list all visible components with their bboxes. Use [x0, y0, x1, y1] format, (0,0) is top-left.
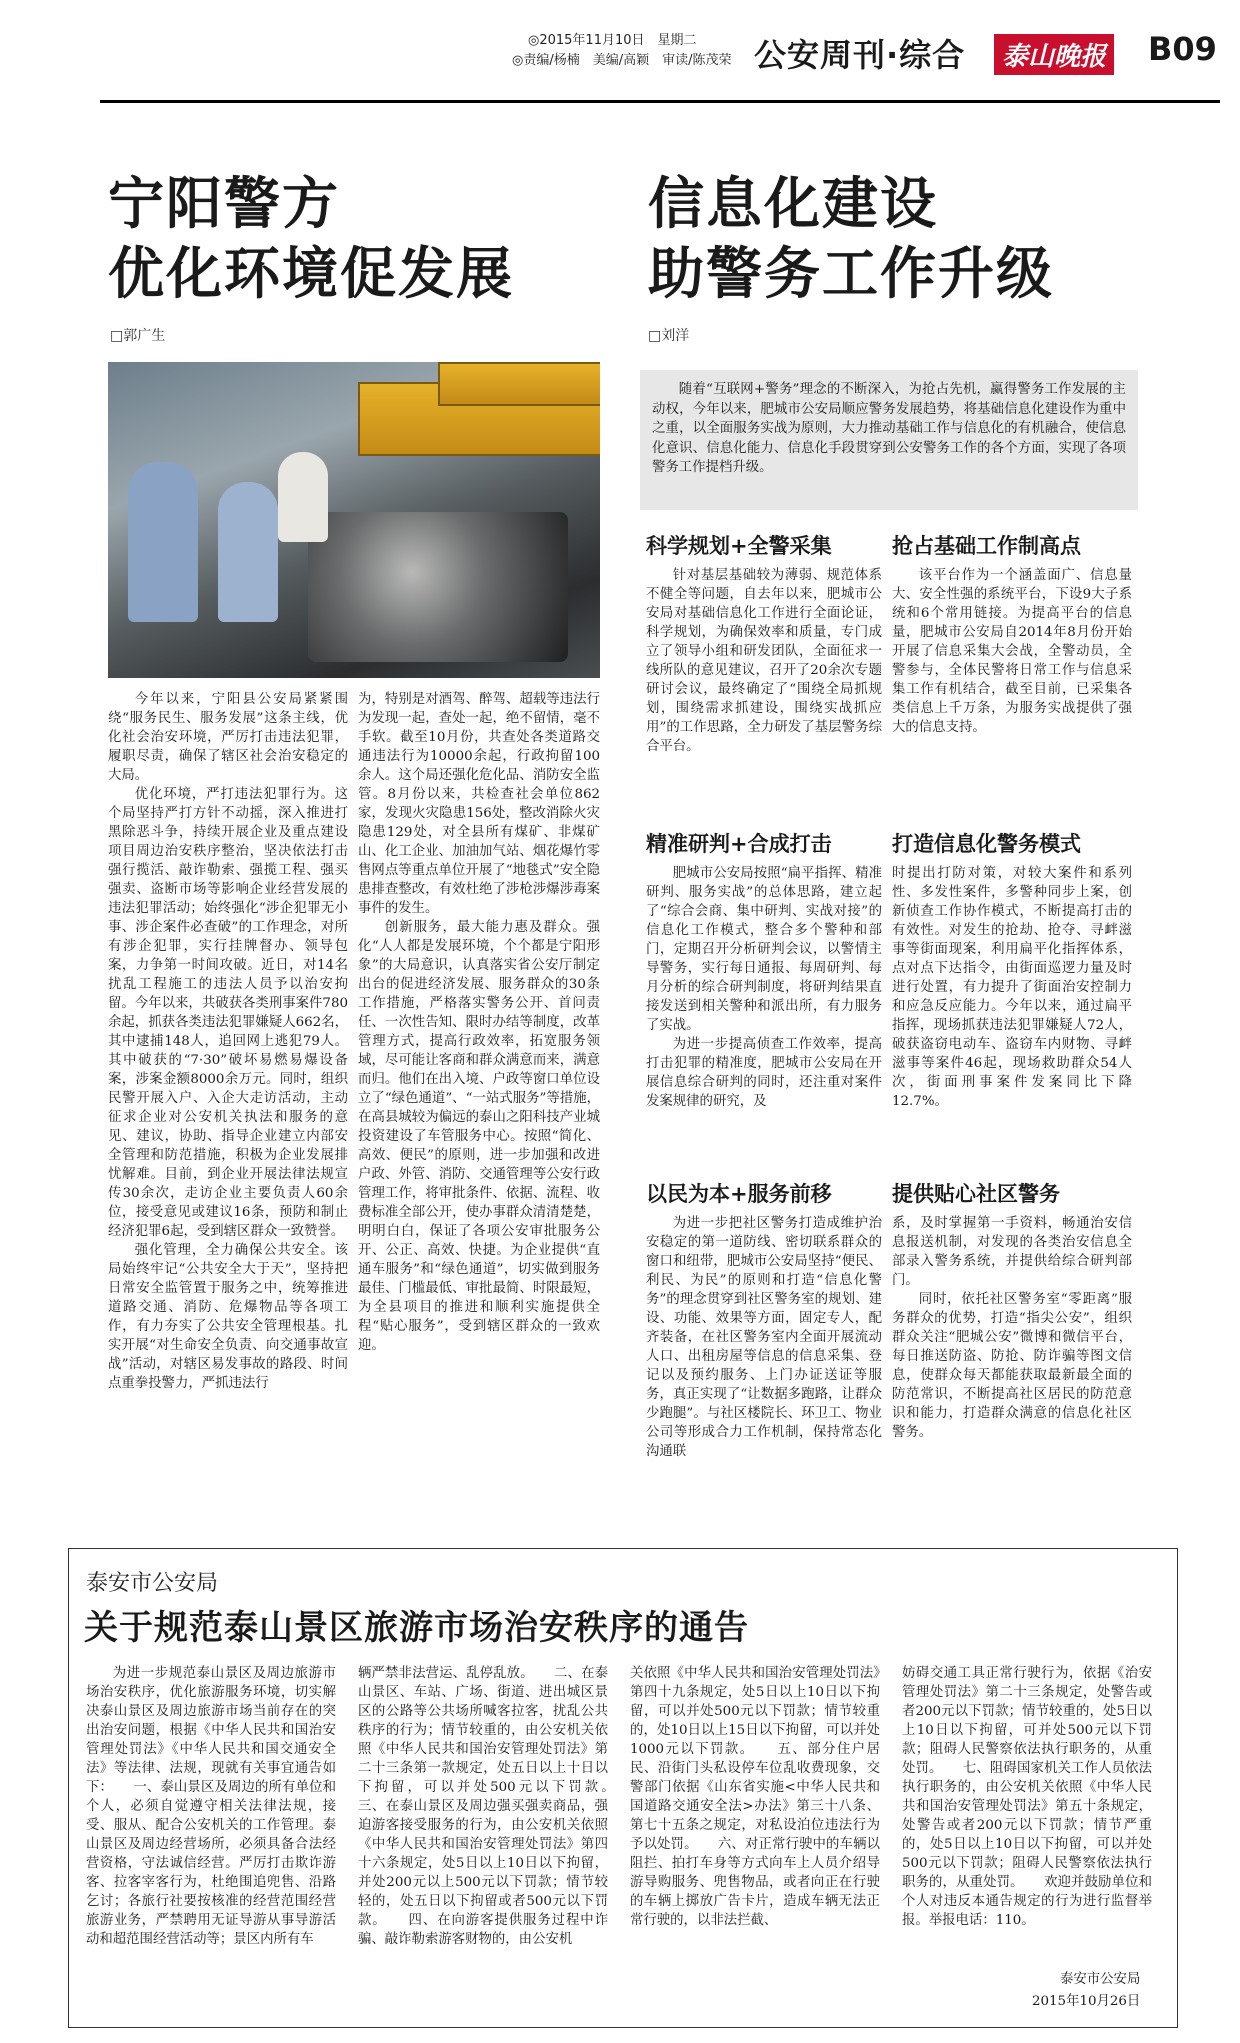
paragraph: 为，特别是对酒驾、醉驾、超载等违法行为发现一起，查处一起，绝不留情，毫不手软。截至10月份，共查处各类道路交通违法行为10000余起，行政拘留100余人。这个局还强化危化品、消防安全监管。8月份以来，共检查社会单位862家，发现火灾隐患156处，整改消除火灾隐患129处，对全县所有煤矿、非煤矿山、化工企业、加油加气站、烟花爆竹零售网点等重点单位开展了“地毯式”安全隐患排查整改，有效杜绝了涉枪涉爆涉毒案事件的发生。 [358, 692, 600, 916]
notice-org: 泰安市公安局 [86, 1571, 219, 1596]
subhead-6: 提供贴心社区警务 [892, 1182, 1060, 1206]
subhead-2: 抢占基础工作制高点 [892, 534, 1081, 558]
paragraph: 为进一步提高侦查工作效率，提高打击犯罪的精准度，肥城市公安局在开展信息综合研判的同时，还注重对案件发案规律的研究，及 [646, 1037, 882, 1109]
article1-headline-line1: 宁阳警方 [108, 172, 340, 237]
section-title: 公安周刊·综合 [754, 36, 966, 74]
notice-signature-date: 2015年10月26日 [1032, 1994, 1141, 2009]
section-1-text [646, 566, 882, 756]
editor-credits: ◎责编/杨楠 美编/高颖 审读/陈茂荣 [512, 53, 732, 68]
notice-signature-org: 泰安市公安局 [1060, 1972, 1141, 1987]
paragraph: 辆严禁非法营运、乱停乱放。 二、在泰山景区、车站、广场、街道、进出城区景区的公路等公共场所喊客拉客，扰乱公共秩序的行为；情节较重的，由公安机关依照《中华人民共和国治安管理处罚法》第二十三条第一款规定，处五日以上十日以下拘留，可以并处500元以下罚款。 三、在泰山景区及周边强买强卖商品，强迫游客接受服务的行为，由公安机关依照《中华人民共和国治安管理处罚法》第四十六条规定，处5日以上10日以下拘留，并处200元以上500元以下罚款；情节较轻的，处五日以下拘留或者500元以下罚款。 四、在向游客提供服务过程中诈骗、敲诈勒索游客财物的，由公安机 [358, 1666, 635, 1947]
article2-lead: 随着“互联网+警务”理念的不断深入，为抢占先机，赢得警务工作发展的主动权，今年以来，肥城市公安局顺应警务发展趋势，将基础信息化建设作为重中之重，以全面服务实战为原则，大力推动基础工作与信息化的有机融合，使信息化意识、信息化能力、信息化手段贯穿到公安警务工作的各个方面，实现了各项警务工作提档升级。 [652, 382, 1126, 475]
section-5-text [646, 1214, 882, 1461]
paragraph: 妨碍交通工具正常行驶行为，依据《治安管理处罚法》第二十三条规定，处警告或者200元以下罚款；情节较重的，处5日以上10日以下拘留，可并处500元以下罚款；阻碍人民警察依法执行职务的，从重处罚。 七、阻碍国家机关工作人员依法执行职务的，由公安机关依照《中华人民共和国治安管理处罚法》第五十条规定，处警告或者200元以下罚款；情节严重的，处5日以上10日以下拘留，可以并处500元以下罚款；阻碍人民警察依法执行职务的，从重处罚。 欢迎并鼓励单位和个人对违反本通告规定的行为进行监督举报。举报电话：110。 [902, 1666, 1152, 1928]
subhead-3: 精准研判+合成打击 [646, 832, 832, 856]
paragraph: 针对基层基础较为薄弱、规范体系不健全等问题，自去年以来，肥城市公安局对基础信息化工作进行全面论证，科学规划，为确保效率和质量，专门成立了领导小组和研发团队，全面征求一线所队的意见建议，召开了20余次专题研讨会议，最终确定了“围绕全局抓规划，围绕需求抓建设，围绕实战抓应用”的工作思路，全力研发了基层警务综合平台。 [646, 568, 882, 754]
paragraph: 时提出打防对策，对较大案件和系列性、多发性案件，多警种同步上案，创新侦查工作协作模式，不断提高打击的有效性。对发生的抢劫、抢夺、寻衅滋事等街面现案，利用扁平化指挥体系，点对点下达指令，由街面巡逻力量及时进行处置，有力提升了街面治安控制力和应急反应能力。今年以来，通过扁平指挥，现场抓获违法犯罪嫌疑人72人，破获盗窃电动车、盗窃车内财物、寻衅滋事等案件46起，现场救助群众54人次，街面刑事案件发案同比下降12.7%。 [892, 866, 1132, 1109]
paragraph: 优化环境，严打违法犯罪行为。这个局坚持严打方针不动摇，深入推进打黑除恶斗争，持续开展企业及重点建设项目周边治安秩序整治，坚决依法打击强行揽活、敲诈勒索、强揽工程、强买强卖、盗断市场等影响企业经营发展的违法犯罪活动；始终强化“涉企犯罪无小事、涉企案件必查破”的工作理念，对所有涉企犯罪，实行挂牌督办、领导包案，力争第一时间攻破。近日，对14名扰乱工程施工的违法人员予以治安拘留。今年以来，共破获各类刑事案件780余起，抓获各类违法犯罪嫌疑人662名，其中逮捕148人，追回网上逃犯79人。其中破获的“7·30”破坏易燃易爆设备案，涉案金额8000余万元。同时，组织民警开展入户、入企大走访活动，主动征求企业对公安机关执法和服务的意见、建议，协助、指导企业建立内部安全管理和防范措施，积极为企业发展排忧解难。目前，到企业开展法律法规宣传30余次，走访企业主要负责人60余位，接受意见或建议16条，预防和制止经济犯罪6起，受到辖区群众一致赞誉。 [108, 787, 348, 1239]
photo-officer-2 [218, 482, 278, 622]
paragraph: 强化管理，全力确保公共安全。该局始终牢记“公共安全大于天”，坚持把日常安全监管置于服务之中，统筹推进道路交通、消防、危爆物品等各项工作，有力夯实了公共安全管理根基。扎实开展“对生命安全负责、向交通事故宣战”活动，对辖区易发事故的路段、时间点重拳投警力，严抓违法行 [108, 1243, 348, 1391]
paragraph: 同时，依托社区警务室“零距离”服务群众的优势，打造“指尖公安”，组织群众关注“肥城公安”微博和微信平台，每日推送防盗、防抢、防诈骗等图文信息，使群众每天都能获取最新最全面的防范常识，不断提高社区居民的防范意识和能力，打造群众满意的信息化社区警务。 [892, 1292, 1132, 1440]
article1-byline: □郭广生 [110, 328, 166, 344]
paragraph: 系，及时掌握第一手资料，畅通治安信息报送机制，对发现的各类治安信息全部录入警务系统，并提供给综合研判部门。 [892, 1216, 1132, 1288]
article2-lead-box [640, 370, 1138, 510]
article2-byline: □刘洋 [648, 328, 690, 344]
paragraph: 关依照《中华人民共和国治安管理处罚法》第四十九条规定，处5日以上10日以下拘留，可以并处500元以下罚款；情节较重的，处10日以上15日以下拘留，可以并处1000元以下罚款。 五、部分住户居民、沿街门头私设停车位乱收费现象，交警部门依据《山东省实施<中华人民共和国道路交通安全法>办法》第三十八条、第七十五条之规定，对私设泊位违法行为予以处罚。 六、对正常行驶中的车辆以阻拦、拍打车身等方式向车上人员介绍导游导购服务、兜售物品，或者向正在行驶的车辆上掷放广告卡片，造成车辆无法正常行驶的，以非法拦截、 [630, 1666, 880, 1928]
article2-headline [648, 170, 1208, 310]
notice-title: 关于规范泰山景区旅游市场治安秩序的通告 [84, 1608, 749, 1648]
subhead-1: 科学规划+全警采集 [646, 534, 832, 558]
article1-headline [108, 170, 628, 310]
section-6-text [892, 1214, 1132, 1442]
section-3-text [646, 864, 882, 1111]
paragraph: 为进一步把社区警务打造成维护治安稳定的第一道防线、密切联系群众的窗口和纽带，肥城市公安局坚持“便民、利民、为民”的原则和打造“信息化警务”的理念贯穿到社区警务室的规划、建设、功能、效果等方面，固定专人，配齐装备，在社区警务室内全面开展流动人口、出租房屋等信息的信息采集、登记以及预约服务、上门办证送证等服务，真正实现了“让数据多跑路，让群众少跑腿”。与社区楼院长、环卫工、物业公司等形成合力工作机制，保持常态化沟通联 [646, 1216, 882, 1459]
photo-bus-2 [438, 362, 600, 406]
notice-column-4 [902, 1664, 1152, 1964]
article1-column-1 [108, 690, 348, 1480]
paragraph: 肥城市公安局按照“扁平指挥、精准研判、服务实战”的总体思路，建立起了“综合会商、集中研判、实战对接”的信息化工作模式，整合多个警种和部门，定期召开分析研判会议，以警情主导警务，实行每日通报、每周研判、每月分析的综合研判制度，将研判结果直接发送到相关警种和派出所，有力服务了实战。 [646, 866, 882, 1033]
article2-headline-line1: 信息化建设 [648, 172, 938, 237]
article2-headline-line2: 助警务工作升级 [648, 242, 1054, 307]
header-rule [100, 100, 1220, 103]
article1-headline-line2: 优化环境促发展 [108, 242, 514, 307]
newspaper-logo: 泰山晚报 [994, 34, 1114, 75]
article1-column-2 [358, 690, 600, 1480]
notice-column-2 [358, 1664, 635, 1949]
paragraph: 创新服务，最大能力惠及群众。强化“人人都是发展环境，个个都是宁阳形象”的大局意识，认真落实省公安厅制定出台的促进经济发展、服务群众的30条工作措施，严格落实警务公开、首问责任、一次性告知、限时办结等制度，改革管理方式，提高行政效率，拓宽服务领域，尽可能让客商和群众满意而来，满意而归。他们在出入境、户政等窗口单位设立了“绿色通道”、“一站式服务”等措施，在高县城较为偏远的泰山之阳科技产业城投资建设了车管服务中心。按照“简化、高效、便民”的原则，进一步加强和改进户政、外管、消防、交通管理等公安行政管理工作，将审批条件、依据、流程、收费标准全部公开，使办事群众清清楚楚，明明白白，保证了各项公安审批服务公开、公正、高效、快捷。为企业提供“直通车服务”和“绿色通道”，切实做到服务最佳、门槛最低、审批最简、时限最短，为全县项目的推进和顺利实施提供全程“贴心服务”，受到辖区群众的一致欢迎。 [358, 920, 600, 1353]
article1-photo [108, 362, 600, 678]
subhead-5: 以民为本+服务前移 [646, 1182, 832, 1206]
notice-column-1 [86, 1664, 336, 1949]
subhead-4: 打造信息化警务模式 [892, 832, 1081, 856]
section-4-text [892, 864, 1132, 1111]
paragraph: 为进一步规范泰山景区及周边旅游市场治安秩序，优化旅游服务环境，切实解决泰山景区及周边旅游市场当前存在的突出治安问题，根据《中华人民共和国治安管理处罚法》《中华人民共和国交通安全法》等法律、法规，现就有关事宜通告如下： 一、泰山景区及周边的所有单位和个人，必须自觉遵守相关法律法规，接受、服从、配合公安机关的工作管理。泰山景区及周边经营场所，必须具备合法经营资格，守法诚信经营。严厉打击欺诈游客、拉客宰客行为，杜绝围追兜售、沿路乞讨；各旅行社要按核准的经营范围经营旅游业务，严禁聘用无证导游从事导游活动和超范围经营活动等；景区内所有车 [86, 1666, 336, 1947]
notice-column-3 [630, 1664, 880, 1930]
photo-person-3 [278, 452, 328, 542]
photo-engine [308, 512, 568, 662]
paragraph: 今年以来，宁阳县公安局紧紧围绕“服务民生、服务发展”这条主线，优化社会治安环境，严厉打击违法犯罪，履职尽责，确保了辖区社会治安稳定的大局。 [108, 692, 348, 783]
issue-date: ◎2015年11月10日 星期二 [528, 33, 697, 48]
section-2-text [892, 566, 1132, 737]
photo-officer-1 [128, 462, 198, 622]
page-number: B09 [1148, 30, 1217, 68]
paragraph: 该平台作为一个涵盖面广、信息量大、安全性强的系统平台，下设9大子系统和6个常用链接。为提高平台的信息量，肥城市公安局自2014年8月份开始开展了信息采集大会战，全警动员，全警参与，全体民警将日常工作与信息采集工作有机结合，截至目前，已采集各类信息上千万条，为服务实战提供了强大的信息支持。 [892, 568, 1132, 735]
